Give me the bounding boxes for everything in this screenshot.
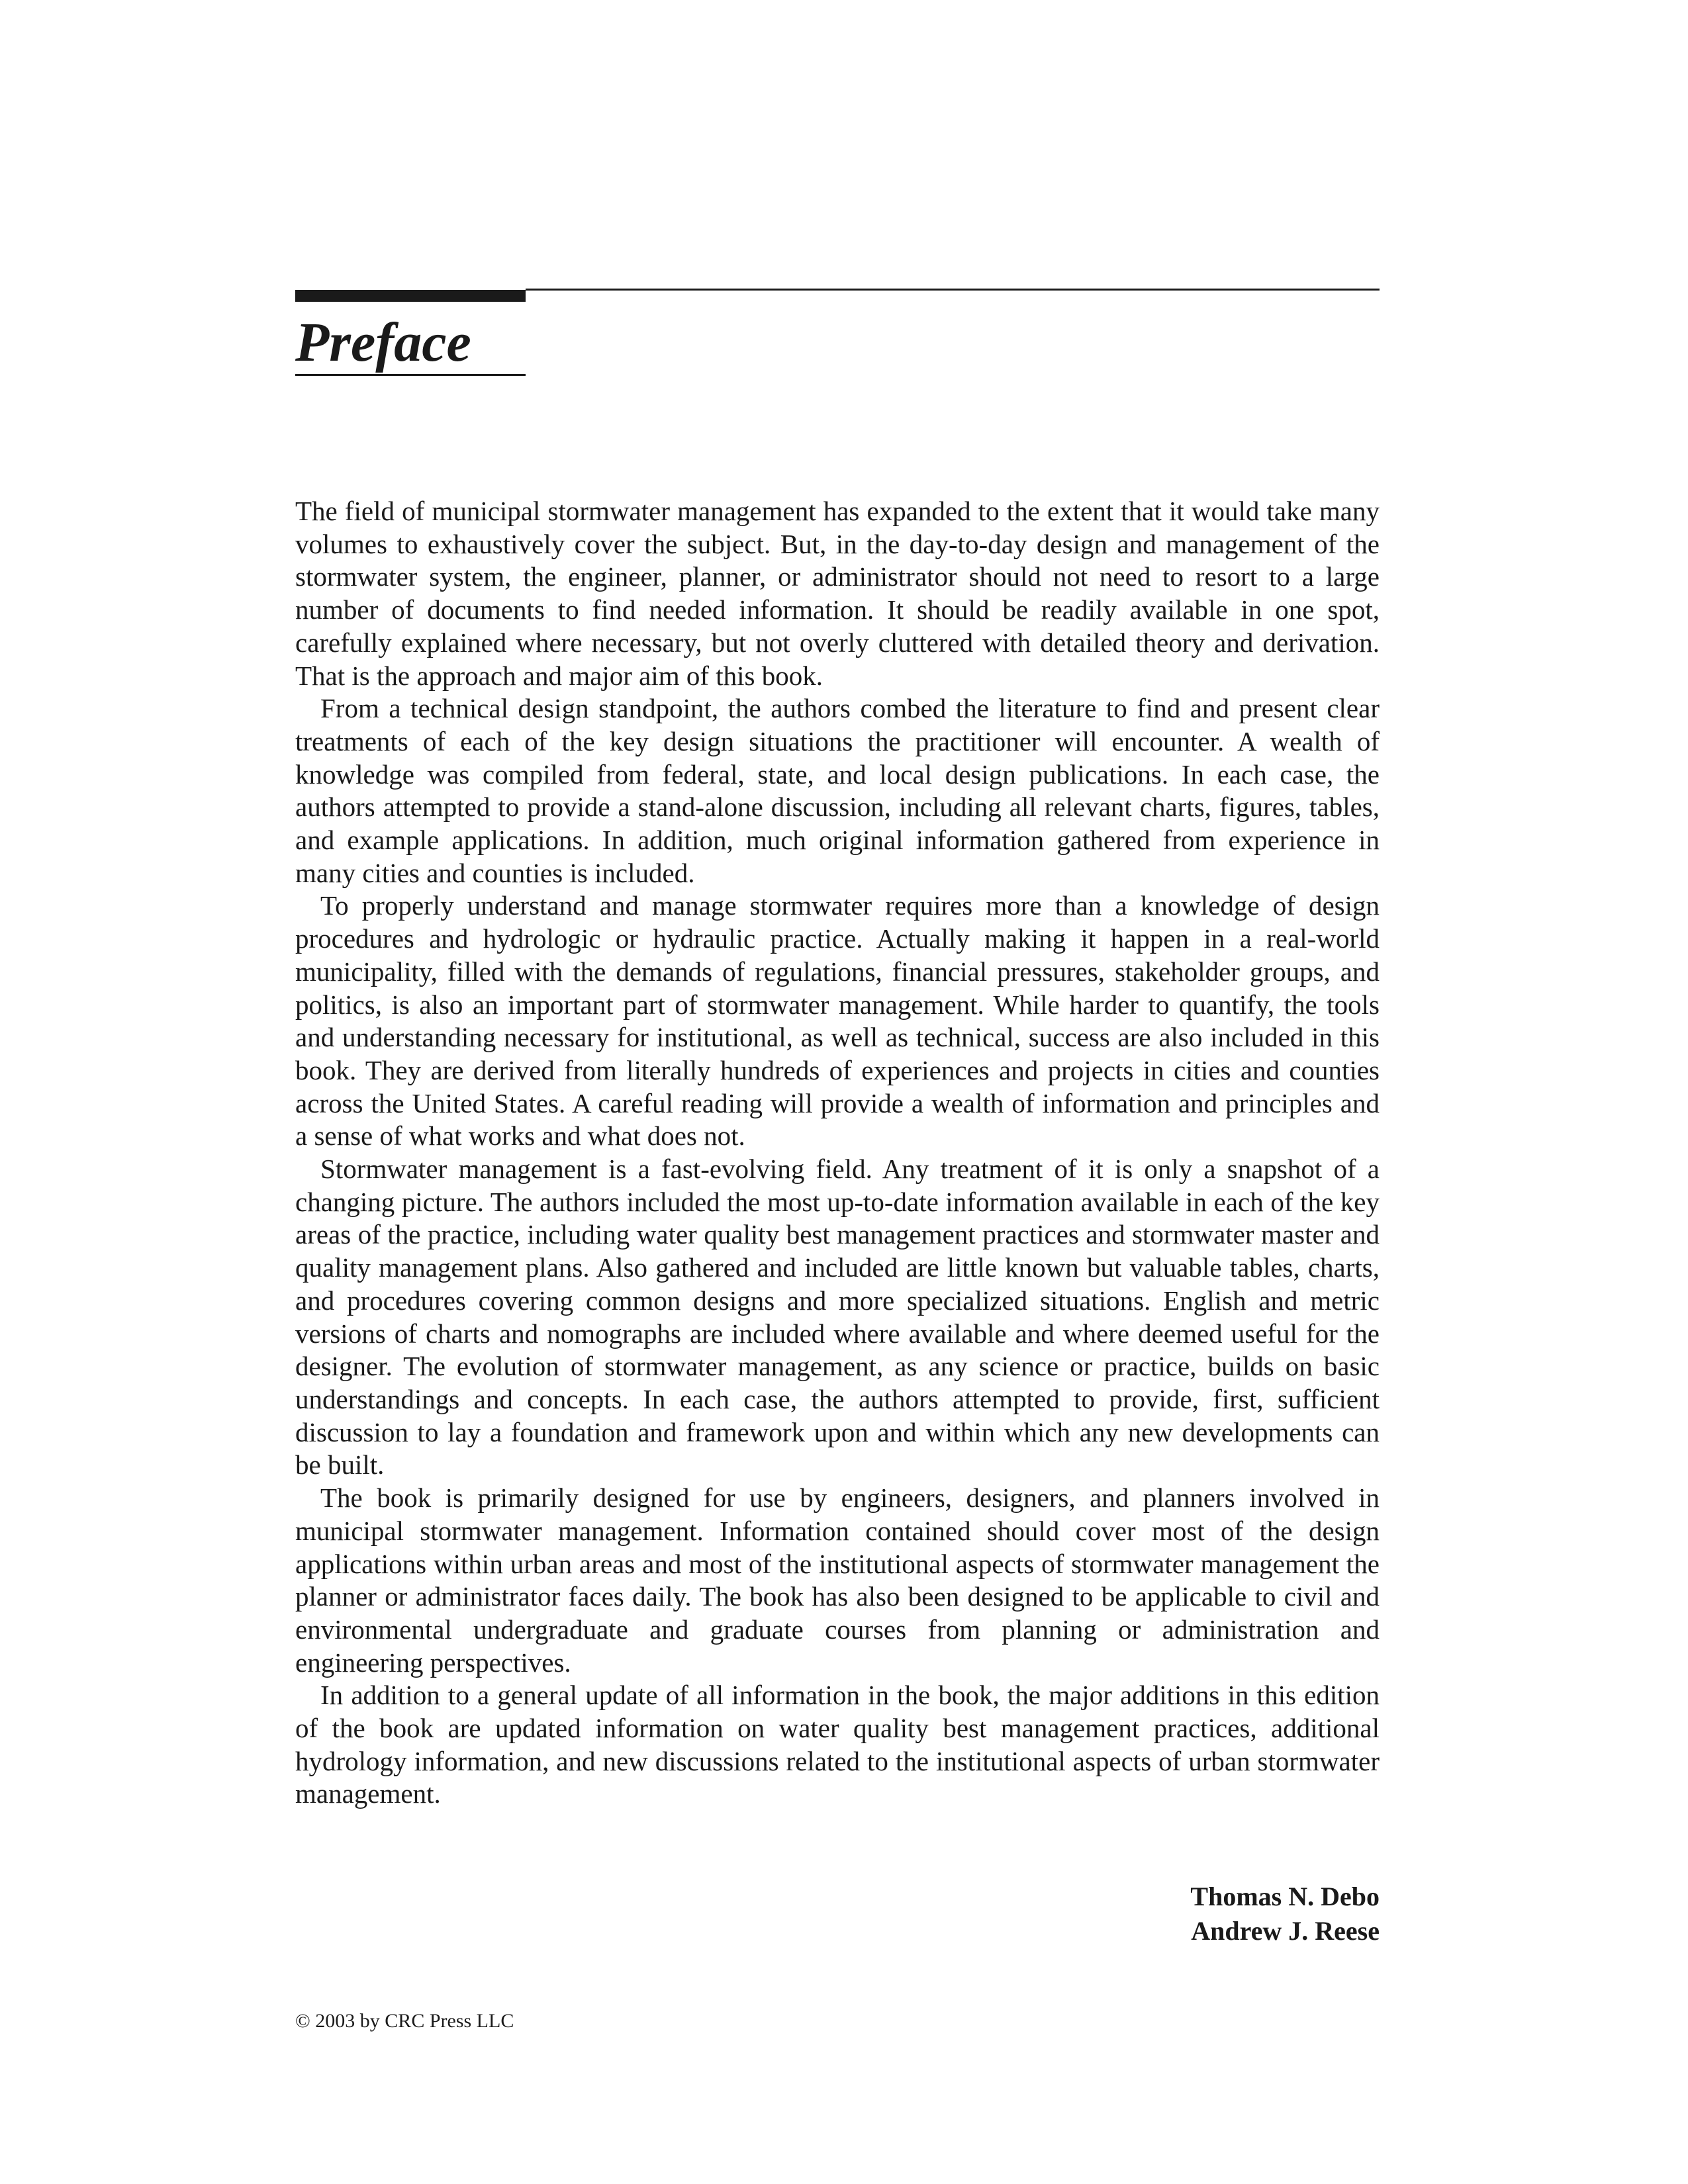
paragraph: In addition to a general update of all information in the book, the major additions in this edition of the book are updated information on water quality best management practices, additional hydrology information, and new discussions related to the institutional aspects of urban stormwater management.: [295, 1680, 1380, 1809]
header-rule-thin: [526, 289, 1380, 291]
copyright-notice: © 2003 by CRC Press LLC: [295, 2010, 514, 2032]
page-title: Preface: [295, 312, 471, 373]
paragraph: From a technical design standpoint, the authors combed the literature to find and present clear treatments of each of the key design situations the practitioner will encounter. A wealth of knowledge was compiled from federal, state, and local design publications. In each case, the authors attempted to provide a stand-alone discussion, including all relevant charts, figures, tables, and example applications. In addition, much original information gathered from experience in many cities and counties is included.: [295, 693, 1380, 888]
paragraph: Stormwater management is a fast-evolving field. Any treatment of it is only a snapshot of a changing picture. The authors included the most up-to-date information available in each of the key areas of the practice, including water quality best management practices and stormwater master and quality management plans. Also gathered and included are little known but valuable tables, charts, and procedures covering common designs and more specialized situations. English and metric versions of charts and nomographs are included where available and where deemed useful for the designer. The evolution of stormwater management, as any science or practice, builds on basic understandings and concepts. In each case, the authors attempted to provide, first, sufficient discussion to lay a foundation and framework upon and within which any new developments can be built.: [295, 1154, 1380, 1480]
author-name: Andrew J. Reese: [1191, 1916, 1380, 1946]
header-rule-thick: [295, 290, 526, 302]
author-name: Thomas N. Debo: [1190, 1882, 1380, 1911]
author-signatures: [993, 1880, 1380, 1948]
paragraph: The field of municipal stormwater management has expanded to the extent that it would take many volumes to exhaustively cover the subject. But, in the day-to-day design and management of the stormwater system, the engineer, planner, or administrator should not need to resort to a large number of documents to find needed information. It should be readily available in one spot, carefully explained where necessary, but not overly cluttered with detailed theory and derivation. That is the approach and major aim of this book.: [295, 496, 1380, 691]
preface-body: [295, 495, 1380, 1811]
paragraph: To properly understand and manage stormwater requires more than a knowledge of design procedures and hydrologic or hydraulic practice. Actually making it happen in a real-world municipality, filled with the demands of regulations, financial pressures, stakeholder groups, and politics, is also an important part of stormwater management. While harder to quantify, the tools and understanding necessary for institutional, as well as technical, success are also included in this book. They are derived from literally hundreds of experiences and projects in cities and counties across the United States. A careful reading will provide a wealth of information and principles and a sense of what works and what does not.: [295, 890, 1380, 1152]
title-underline: [295, 374, 526, 376]
paragraph: The book is primarily designed for use by engineers, designers, and planners involved in municipal stormwater management. Information contained should cover most of the design applications within urban areas and most of the institutional aspects of stormwater management the planner or administrator faces daily. The book has also been designed to be applicable to civil and environmental undergraduate and graduate courses from planning or administration and engineering perspectives.: [295, 1482, 1380, 1678]
